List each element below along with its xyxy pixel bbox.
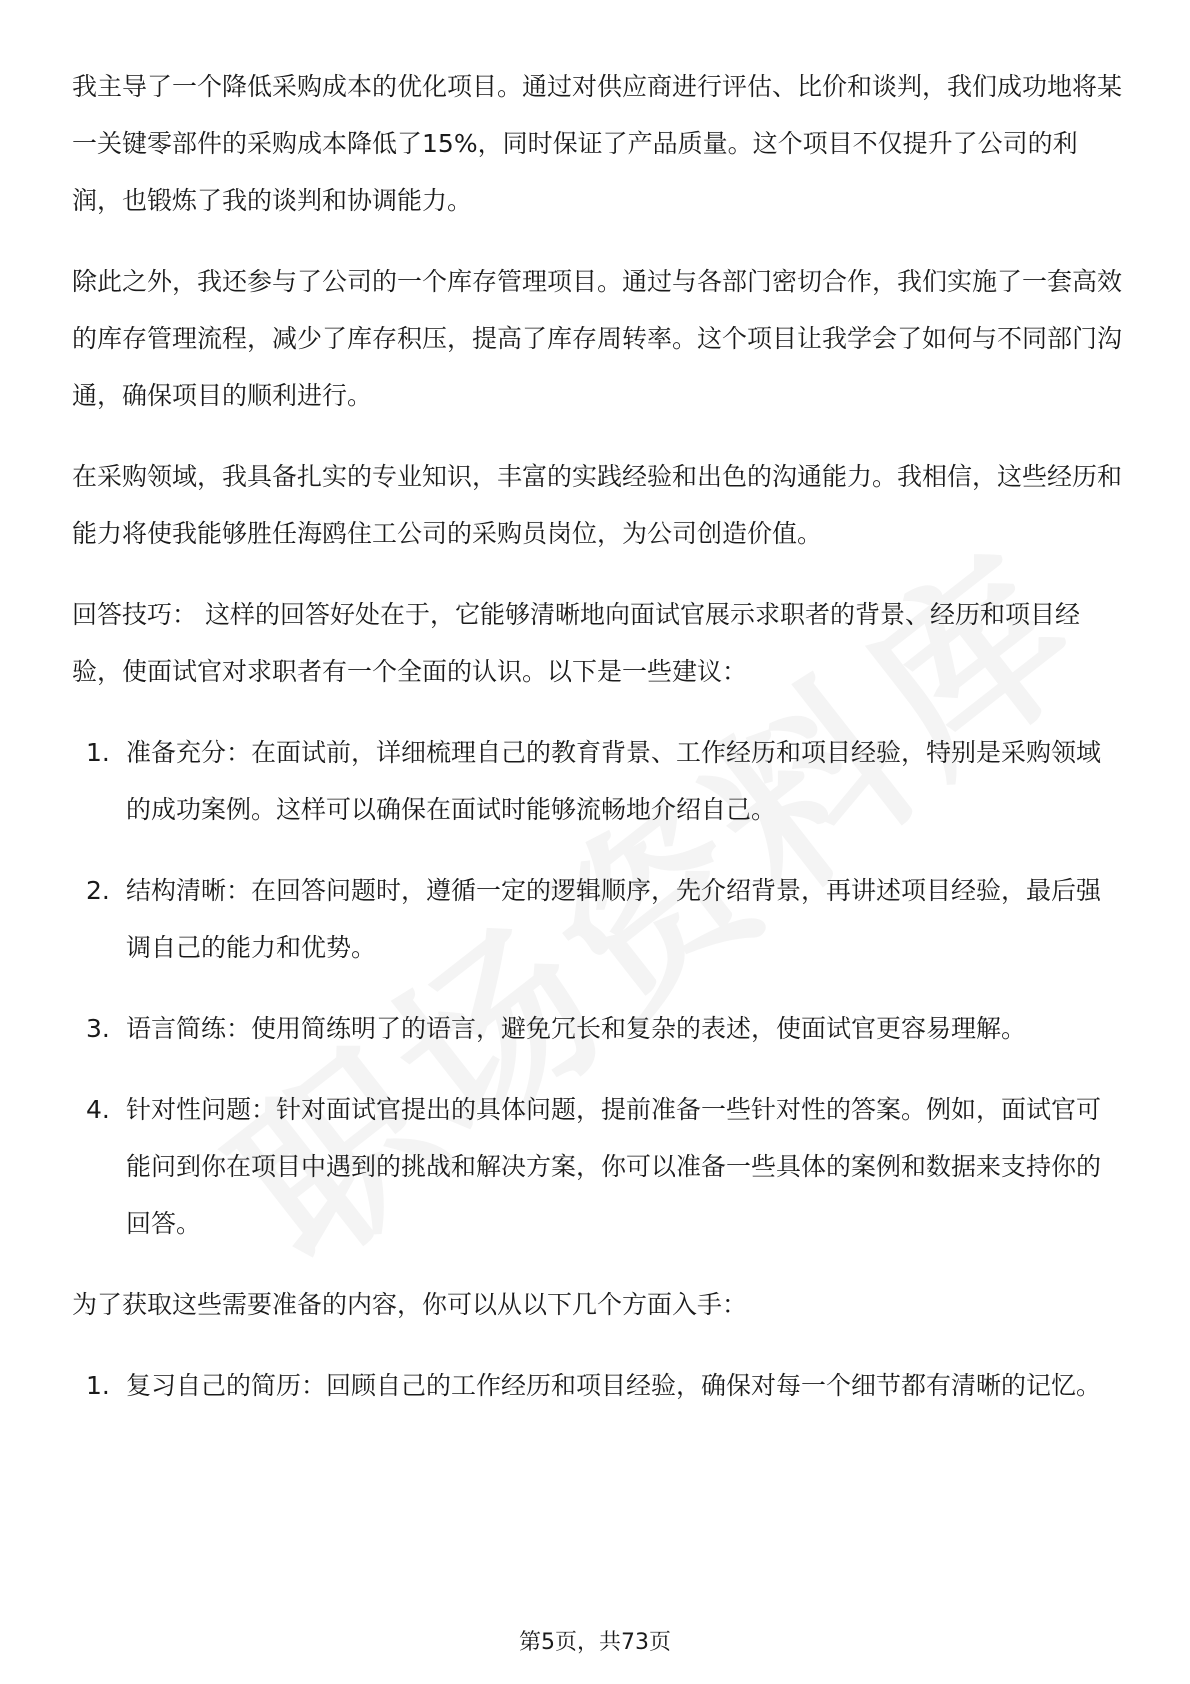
paragraph-inventory-project: 除此之外，我还参与了公司的一个库存管理项目。通过与各部门密切合作，我们实施了一套高效的库存管理流程，减少了库存积压，提高了库存周转率。这个项目让我学会了如何与不同部门沟通，确保项目的顺利进行。: [72, 267, 1123, 410]
page-content: [72, 58, 1122, 1438]
list-item: [72, 1000, 1122, 1057]
preparation-list: [72, 1357, 1122, 1414]
list-number: 2.: [86, 876, 110, 905]
list-number: 4.: [86, 1095, 110, 1124]
list-item: [72, 724, 1122, 838]
list-number: 3.: [86, 1014, 110, 1043]
page-number-footer: 第5页，共73页: [519, 1630, 671, 1655]
list-number: 1.: [86, 1371, 110, 1400]
list-number: 1.: [86, 738, 110, 767]
list-item: [72, 1357, 1122, 1414]
list-item: [72, 1081, 1122, 1252]
list-item-text: 准备充分：在面试前，详细梳理自己的教育背景、工作经历和项目经验，特别是采购领域的成功案例。这样可以确保在面试时能够流畅地介绍自己。: [126, 738, 1102, 824]
list-item-text: 复习自己的简历：回顾自己的工作经历和项目经验，确保对每一个细节都有清晰的记忆。: [126, 1371, 1102, 1400]
list-item: [72, 862, 1122, 976]
list-item-text: 针对性问题：针对面试官提出的具体问题，提前准备一些针对性的答案。例如，面试官可能问到你在项目中遇到的挑战和解决方案，你可以准备一些具体的案例和数据来支持你的回答。: [126, 1095, 1102, 1238]
paragraph-competence-summary: 在采购领域，我具备扎实的专业知识，丰富的实践经验和出色的沟通能力。我相信，这些经历和能力将使我能够胜任海鸥住工公司的采购员岗位，为公司创造价值。: [72, 462, 1123, 548]
list-item-text: 结构清晰：在回答问题时，遵循一定的逻辑顺序，先介绍背景，再讲述项目经验，最后强调自己的能力和优势。: [126, 876, 1102, 962]
paragraph-answer-tips: 回答技巧： 这样的回答好处在于，它能够清晰地向面试官展示求职者的背景、经历和项目经验，使面试官对求职者有一个全面的认识。以下是一些建议：: [72, 600, 1080, 686]
list-item-text: 语言简练：使用简练明了的语言，避免冗长和复杂的表述，使面试官更容易理解。: [126, 1014, 1027, 1043]
tips-list: [72, 724, 1122, 1252]
paragraph-cost-project: 我主导了一个降低采购成本的优化项目。通过对供应商进行评估、比价和谈判，我们成功地将某一关键零部件的采购成本降低了15%，同时保证了产品质量。这个项目不仅提升了公司的利润，也锻炼了我的谈判和协调能力。: [72, 72, 1123, 215]
paragraph-preparation-intro: 为了获取这些需要准备的内容，你可以从以下几个方面入手：: [72, 1290, 748, 1319]
